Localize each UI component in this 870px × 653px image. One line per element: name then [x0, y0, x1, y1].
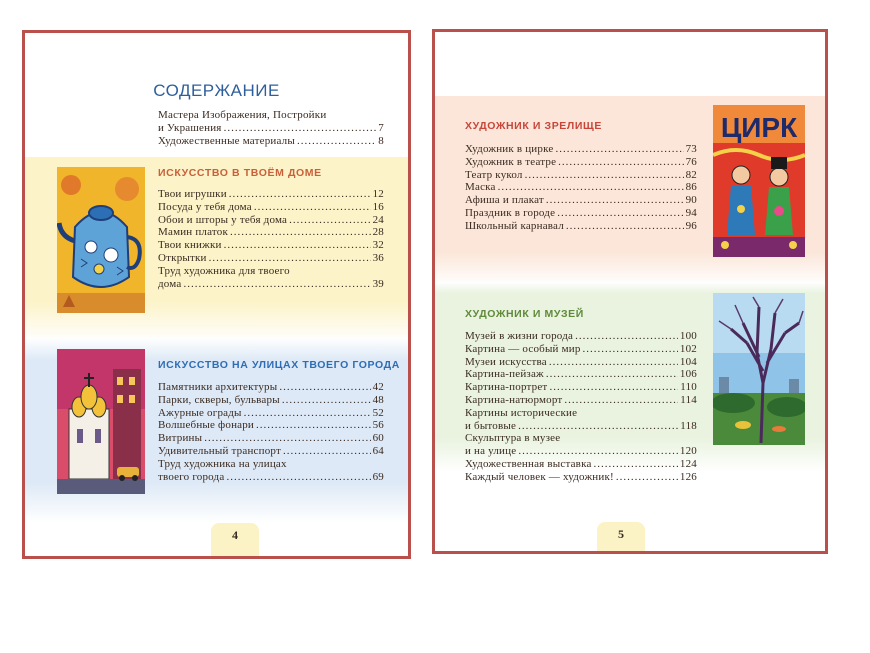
page-number: 4 [211, 523, 259, 559]
toc-entry: Картины исторические [465, 406, 578, 419]
toc-entry: Школьный карнавал ..... 96 [465, 220, 697, 233]
toc-entry: Витрины ..... 60 [158, 432, 384, 445]
toc-entry: твоего города ..... 69 [158, 471, 384, 484]
toc-entry: Маска ..... 86 [465, 181, 697, 194]
city-church-illustration [57, 349, 145, 494]
toc-entry: Музеи искусства ..... 104 [465, 356, 697, 369]
toc-entry: Обои и шторы у тебя дома ..... 24 [158, 214, 384, 227]
toc-entry: Картина-пейзаж ..... 106 [465, 368, 697, 381]
toc-entry: дома ..... 39 [158, 278, 384, 291]
toc-entry: Твои игрушки ..... 12 [158, 188, 384, 201]
toc-entry: Волшебные фонари ..... 56 [158, 419, 384, 432]
toc-entry: Труд художника для твоего [158, 264, 290, 277]
toc-entry: Памятники архитектуры ..... 42 [158, 381, 384, 394]
toc-entry: Афиша и плакат ..... 90 [465, 194, 697, 207]
toc-entry: Художник в театре ..... 76 [465, 156, 697, 169]
toc-entry: Театр кукол ..... 82 [465, 169, 697, 182]
toc-entry: Мастера Изображения, Постройки [158, 109, 327, 121]
toc-entry: Скульптура в музее [465, 432, 561, 445]
toc-entry: Открытки ..... 36 [158, 252, 384, 265]
section-heading-home: ИСКУССТВО В ТВОЁМ ДОМЕ [158, 167, 322, 179]
toc-entry: Парки, скверы, бульвары ..... 48 [158, 394, 384, 407]
toc-entry: Праздник в городе ..... 94 [465, 207, 697, 220]
toc-entry: Художественные материалы ..... 8 [158, 135, 384, 148]
toc-entry: и Украшения ..... 7 [158, 122, 384, 135]
section-heading-streets: ИСКУССТВО НА УЛИЦАХ ТВОЕГО ГОРОДА [158, 359, 400, 371]
toc-entry: Ажурные ограды ..... 52 [158, 407, 384, 420]
left-page [22, 30, 411, 559]
museum-list [465, 330, 697, 484]
toc-entry: Художественная выставка ..... 124 [465, 458, 697, 471]
toc-entry: Мамин платок ..... 28 [158, 226, 384, 239]
spectacle-list [465, 143, 697, 233]
toc-entry: Посуда у тебя дома ..... 16 [158, 201, 384, 214]
toc-entry: Каждый человек — художник! ..... 126 [465, 471, 697, 484]
right-page [432, 29, 828, 554]
circus-title-text: ЦИРК [720, 112, 798, 143]
page-title: СОДЕРЖАНИЕ [153, 81, 280, 100]
teapot-illustration [57, 167, 145, 313]
section-heading-spectacle: ХУДОЖНИК И ЗРЕЛИЩЕ [465, 120, 602, 132]
toc-entry: Музей в жизни города ..... 100 [465, 330, 697, 343]
page-number: 5 [597, 522, 645, 554]
home-list [158, 188, 384, 290]
toc-entry: и на улице ..... 120 [465, 445, 697, 458]
toc-entry: Картина — особый мир ..... 102 [465, 343, 697, 356]
toc-entry: Картина-натюрморт ..... 114 [465, 394, 697, 407]
section-heading-museum: ХУДОЖНИК И МУЗЕЙ [465, 308, 584, 320]
toc-entry: Удивительный транспорт ..... 64 [158, 445, 384, 458]
circus-illustration [713, 105, 805, 257]
toc-entry: Картина-портрет ..... 110 [465, 381, 697, 394]
tree-painting-illustration [713, 293, 805, 445]
streets-list [158, 381, 384, 483]
toc-entry: и бытовые ..... 118 [465, 420, 697, 433]
toc-entry: Художник в цирке ..... 73 [465, 143, 697, 156]
toc-entry: Твои книжки ..... 32 [158, 239, 384, 252]
intro-list [158, 109, 384, 147]
toc-entry: Труд художника на улицах [158, 457, 287, 470]
